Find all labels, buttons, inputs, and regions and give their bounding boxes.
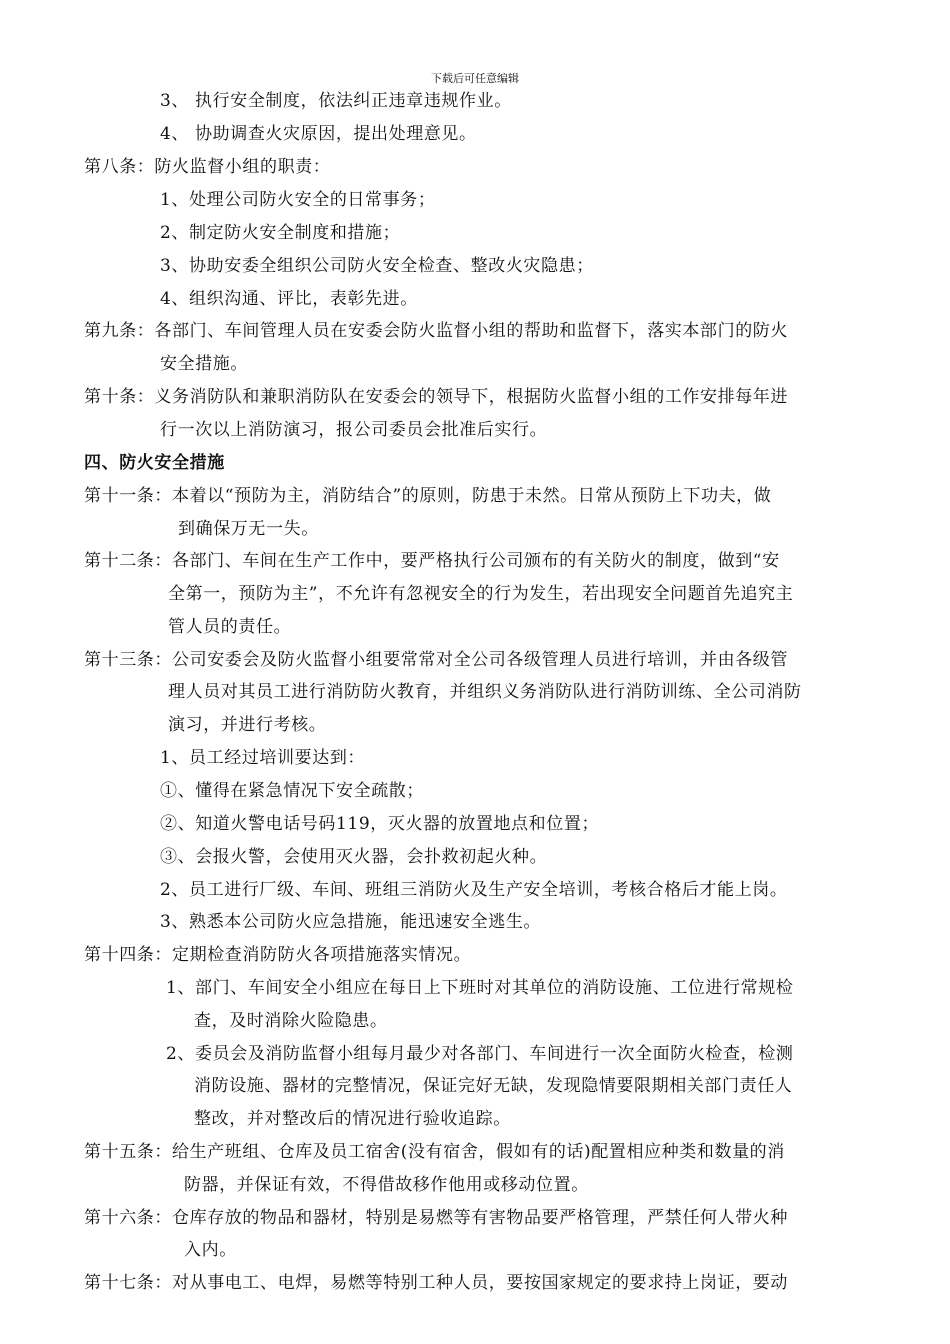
text-line: 1、处理公司防火安全的日常事务；: [160, 190, 436, 210]
text-line: 第九条：各部门、车间管理人员在安委会防火监督小组的帮助和监督下，落实本部门的防火: [84, 321, 788, 341]
text-line: 整改，并对整改后的情况进行验收追踪。: [194, 1109, 511, 1129]
text-line: 第十四条：定期检查消防防火各项措施落实情况。: [84, 945, 472, 965]
text-line: 第十七条：对从事电工、电焊，易燃等特别工种人员，要按国家规定的要求持上岗证，要动: [84, 1273, 788, 1293]
text-line: 1、员工经过培训要达到：: [160, 748, 366, 768]
text-line: 第十一条：本着以“预防为主，消防结合”的原则，防患于未然。日常从预防上下功夫，做: [84, 486, 772, 506]
text-line: 消防设施、器材的完整情况，保证完好无缺，发现隐情要限期相关部门责任人: [194, 1076, 793, 1096]
text-line: 2、制定防火安全制度和措施；: [160, 223, 401, 243]
text-line: 3、熟悉本公司防火应急措施，能迅速安全逃生。: [160, 912, 542, 932]
text-line: 全第一，预防为主”，不允许有忽视安全的行为发生，若出现安全问题首先追究主: [168, 584, 794, 604]
text-line: 2、员工进行厂级、车间、班组三消防火及生产安全培训，考核合格后才能上岗。: [160, 880, 788, 900]
text-line: 理人员对其员工进行消防防火教育，并组织义务消防队进行消防训练、全公司消防: [168, 682, 802, 702]
page-header: 下载后可任意编辑: [431, 72, 519, 85]
text-line: 第八条：防火监督小组的职责：: [84, 157, 331, 177]
text-line: ③、会报火警，会使用灭火器，会扑救初起火种。: [160, 847, 548, 867]
text-line: 1、部门、车间安全小组应在每日上下班时对其单位的消防设施、工位进行常规检: [166, 978, 794, 998]
text-line: 4、组织沟通、评比，表彰先进。: [160, 289, 418, 309]
text-line: 第十三条：公司安委会及防火监督小组要常常对全公司各级管理人员进行培训，并由各级管: [84, 650, 788, 670]
text-line: 3、 执行安全制度，依法纠正违章违规作业。: [160, 91, 512, 111]
text-line: 3、协助安委全组织公司防火安全检查、整改火灾隐患；: [160, 256, 594, 276]
text-line: 防器，并保证有效，不得借故移作他用或移动位置。: [184, 1175, 589, 1195]
text-line: 第十六条：仓库存放的物品和器材，特别是易燃等有害物品要严格管理，严禁任何人带火种: [84, 1208, 788, 1228]
text-line: 安全措施。: [160, 354, 248, 374]
text-line: 入内。: [184, 1240, 237, 1260]
text-line: 到确保万无一失。: [178, 519, 319, 539]
text-line: 演习，并进行考核。: [168, 715, 327, 735]
text-line: 查，及时消除火险隐患。: [194, 1011, 388, 1031]
text-line: 2、委员会及消防监督小组每月最少对各部门、车间进行一次全面防火检查，检测: [166, 1044, 794, 1064]
text-line: ①、懂得在紧急情况下安全疏散；: [160, 781, 424, 801]
text-line: ②、知道火警电话号码119，灭火器的放置地点和位置；: [160, 814, 600, 834]
text-line: 第十条：义务消防队和兼职消防队在安委会的领导下，根据防火监督小组的工作安排每年进: [84, 387, 788, 407]
section-heading: 四、防火安全措施: [84, 453, 225, 473]
text-line: 第十五条：给生产班组、仓库及员工宿舍(没有宿舍，假如有的话)配置相应种类和数量的消: [84, 1142, 785, 1162]
text-line: 行一次以上消防演习，报公司委员会批准后实行。: [160, 420, 548, 440]
text-line: 管人员的责任。: [168, 617, 292, 637]
text-line: 4、 协助调查火灾原因，提出处理意见。: [160, 124, 477, 144]
text-line: 第十二条：各部门、车间在生产工作中，要严格执行公司颁布的有关防火的制度，做到“安: [84, 551, 780, 571]
